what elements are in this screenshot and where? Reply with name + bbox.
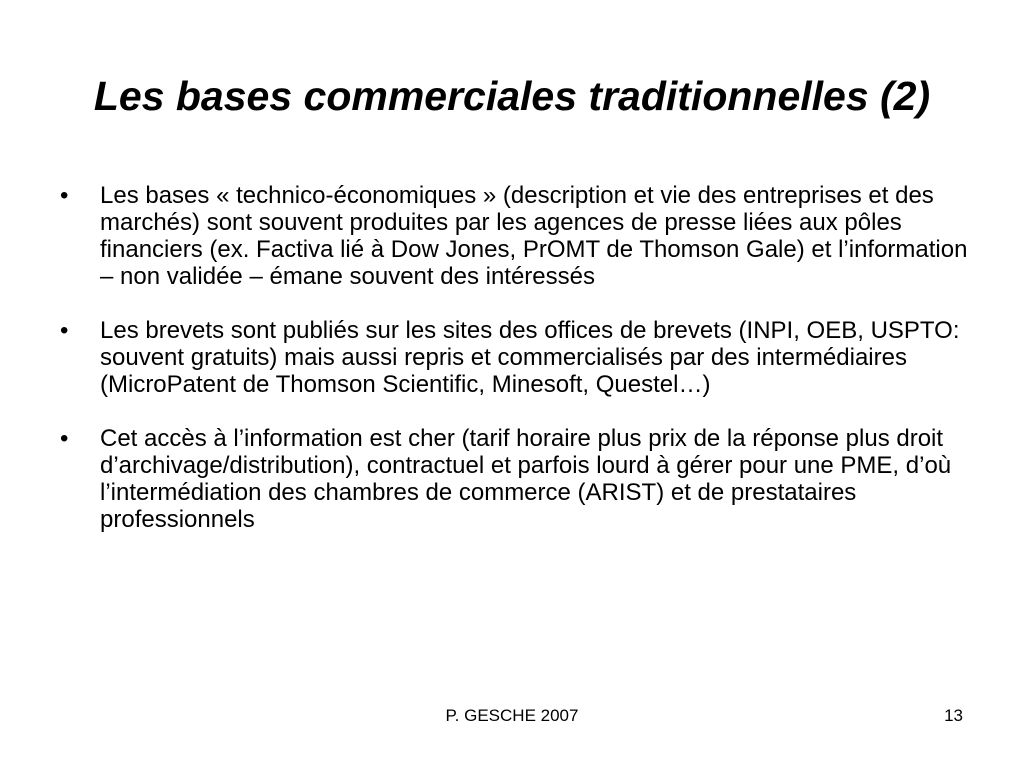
bullet-list: [60, 182, 980, 533]
bullet-item-2: [60, 317, 980, 398]
bullet-marker: •: [60, 425, 69, 452]
footer-author: P. GESCHE 2007: [445, 706, 579, 725]
bullet-item-1: [60, 182, 980, 290]
bullet-marker: •: [60, 182, 69, 209]
bullet-marker: •: [60, 317, 69, 344]
slide-title: Les bases commerciales traditionnelles (2): [93, 73, 931, 119]
bullet-text: Les brevets sont publiés sur les sites des offices de brevets (INPI, OEB, USPTO: souvent gratuits) mais aussi repris et commercialisés par des intermédiaires (MicroPatent de Thomson Scientific, Minesoft, Questel…): [100, 317, 960, 398]
page-number: 13: [944, 706, 963, 725]
bullet-text: Cet accès à l’information est cher (tarif horaire plus prix de la réponse plus droit d’archivage/distribution), contractuel et parfois lourd à gérer pour une PME, d’où l’intermédiation des chambres de commerce (ARIST) et de prestataires professionnels: [100, 425, 952, 533]
bullet-text: Les bases « technico-économiques » (description et vie des entreprises et des marchés) sont souvent produites par les agences de presse liées aux pôles financiers (ex. Factiva lié à Dow Jones, PrOMT de Thomson Gale) et l’information – non validée – émane souvent des intéressés: [100, 182, 968, 290]
bullet-item-3: [60, 425, 980, 533]
